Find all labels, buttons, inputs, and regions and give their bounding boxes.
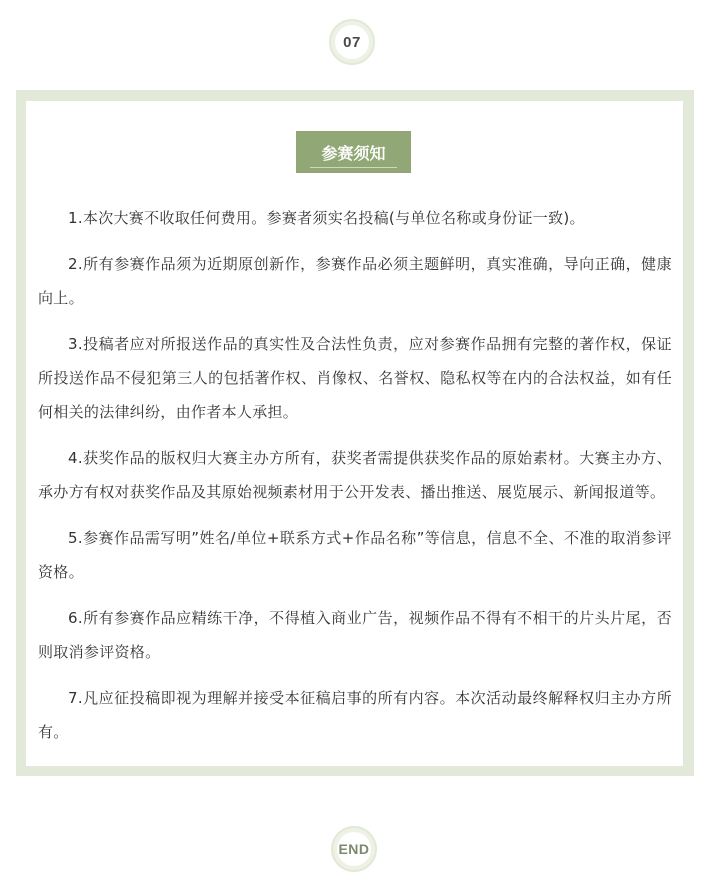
end-label: END [337, 832, 371, 866]
end-badge [331, 826, 377, 872]
notice-paragraph-1: 1.本次大赛不收取任何费用。参赛者须实名投稿(与单位名称或身份证一致)。 [68, 209, 585, 227]
notice-paragraph-7: 7.凡应征投稿即视为理解并接受本征稿启事的所有内容。本次活动最终解释权归主办方所有。 [38, 689, 672, 741]
notice-paragraph-6: 6.所有参赛作品应精练干净，不得植入商业广告，视频作品不得有不相干的片头片尾，否则取消参评资格。 [38, 609, 672, 661]
notice-paragraph-2: 2.所有参赛作品须为近期原创新作，参赛作品必须主题鲜明，真实准确，导向正确，健康向上。 [38, 255, 672, 307]
section-number-badge [329, 19, 375, 65]
notice-paragraph-5: 5.参赛作品需写明”姓名/单位+联系方式+作品名称”等信息，信息不全、不准的取消参评资格。 [38, 529, 672, 581]
notice-paragraph-4: 4.获奖作品的版权归大赛主办方所有，获奖者需提供获奖作品的原始素材。大赛主办方、承办方有权对获奖作品及其原始视频素材用于公开发表、播出推送、展览展示、新闻报道等。 [38, 449, 672, 501]
section-title: 参赛须知 [296, 131, 411, 173]
section-number: 07 [335, 25, 369, 59]
notice-paragraph-3: 3.投稿者应对所报送作品的真实性及合法性负责，应对参赛作品拥有完整的著作权，保证所投送作品不侵犯第三人的包括著作权、肖像权、名誉权、隐私权等在内的合法权益，如有任何相关的法律纠纷，由作者本人承担。 [38, 335, 672, 421]
notice-content [38, 201, 672, 761]
